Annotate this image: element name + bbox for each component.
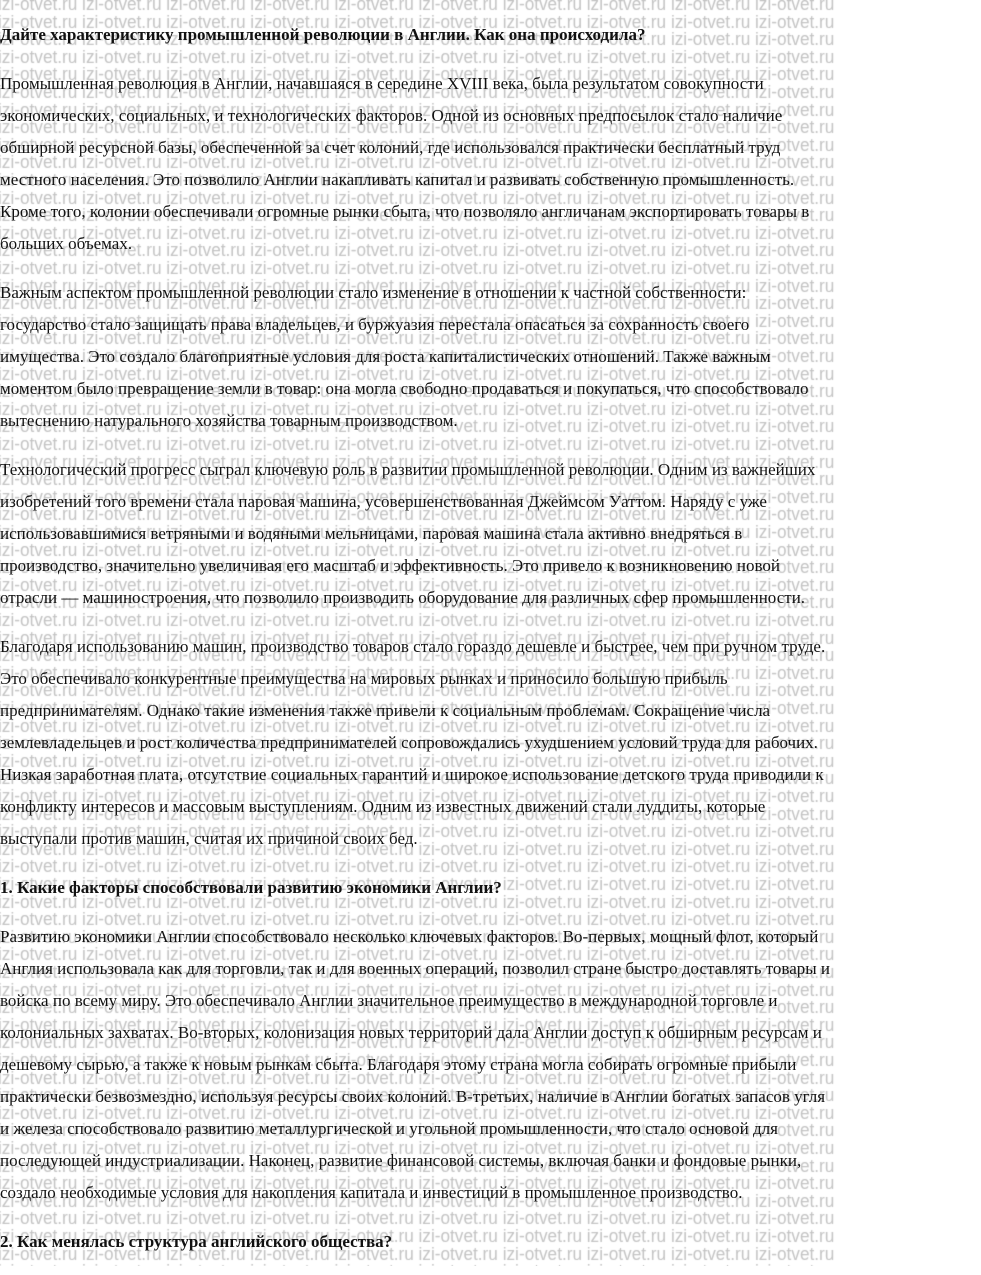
- text-line: вытеснению натурального хозяйства товарным производством.: [0, 411, 458, 430]
- text-line: обширной ресурсной базы, обеспеченной за счет колоний, где использовался практически бесплатный труд: [0, 138, 781, 157]
- paragraph: [0, 921, 981, 1209]
- text-line: экономических, социальных, и технологических факторов. Одной из основных предпосылок стало наличие: [0, 106, 783, 125]
- paragraph: [0, 68, 981, 260]
- text-line: создало необходимые условия для накопления капитала и инвестиций в промышленное производство.: [0, 1183, 743, 1202]
- text-line: Развитию экономики Англии способствовало несколько ключевых факторов. Во-первых, мощный флот, который: [0, 927, 819, 946]
- text-line: конфликту интересов и массовым выступлениям. Одним из известных движений стали луддиты, которые: [0, 797, 766, 816]
- text-line: практически безвозмездно, используя ресурсы своих колоний. В-третьих, наличие в Англии богатых запасов угля: [0, 1087, 826, 1106]
- text-line: последующей индустриализации. Наконец, развитие финансовой системы, включая банки и фондовые рынки,: [0, 1151, 802, 1170]
- text-line: Технологический прогресс сыграл ключевую роль в развитии промышленной революции. Одним из важнейших: [0, 460, 816, 479]
- text-line: производство, значительно увеличивая его масштаб и эффективность. Это привело к возникновению новой: [0, 556, 780, 575]
- text-line: и железа способствовало развитию металлургической и угольной промышленности, что стало основой для: [0, 1119, 778, 1138]
- text-line: моментом было превращение земли в товар: она могла свободно продаваться и покупаться, что способствовало: [0, 379, 809, 398]
- text-line: 1. Какие факторы способствовали развитию экономики Англии?: [0, 878, 502, 897]
- paragraph: [0, 631, 981, 855]
- text-line: Англия использовала как для торговли, так и для военных операций, позволил стране быстро доставлять товары и: [0, 959, 831, 978]
- text-line: отрасли — машиностроения, что позволило производить оборудование для различных сфер промышленности.: [0, 588, 806, 607]
- text-line: имущества. Это создало благоприятные условия для роста капиталистических отношений. Также важным: [0, 347, 771, 366]
- text-line: Это обеспечивало конкурентные преимущества на мировых рынках и приносило большую прибыль: [0, 669, 728, 688]
- text-line: Благодаря использованию машин, производство товаров стало гораздо дешевле и быстрее, чем при ручном труде.: [0, 637, 826, 656]
- paragraph: [0, 277, 981, 437]
- document-body: [0, 19, 981, 1275]
- section-heading: [0, 1226, 981, 1258]
- section-heading: [0, 872, 981, 904]
- text-line: войска по всему миру. Это обеспечивало Англии значительное преимущество в международной торговле и: [0, 991, 778, 1010]
- text-line: государство стало защищать права владельцев, и буржуазия перестала опасаться за сохранность своего: [0, 315, 750, 334]
- text-line: колониальных захватах. Во-вторых, колонизация новых территорий дала Англии доступ к обширным ресурсам и: [0, 1023, 822, 1042]
- text-line: выступали против машин, считая их причиной своих бед.: [0, 829, 418, 848]
- text-line: местного населения. Это позволило Англии накапливать капитал и развивать собственную промышленность.: [0, 170, 795, 189]
- text-line: 2. Как менялась структура английского общества?: [0, 1232, 393, 1251]
- text-line: Низкая заработная плата, отсутствие социальных гарантий и широкое использование детского труда приводили к: [0, 765, 824, 784]
- text-line: использовавшимися ветряными и водяными мельницами, паровая машина стала активно внедряться в: [0, 524, 743, 543]
- text-line: Кроме того, колонии обеспечивали огромные рынки сбыта, что позволяло англичанам экспортировать товары в: [0, 202, 810, 221]
- text-line: Дайте характеристику промышленной революции в Англии. Как она происходила?: [0, 25, 646, 44]
- text-line: землевладельцев и рост количества предпринимателей сопровождались ухудшением условий труда для рабочих.: [0, 733, 818, 752]
- text-line: Важным аспектом промышленной революции стало изменение в отношении к частной собственности:: [0, 283, 747, 302]
- section-heading: [0, 19, 981, 51]
- text-line: предпринимателям. Однако такие изменения также привели к социальным проблемам. Сокращение числа: [0, 701, 771, 720]
- paragraph: [0, 454, 981, 614]
- text-line: Промышленная революция в Англии, начавшаяся в середине XVIII века, была результатом совокупности: [0, 74, 764, 93]
- text-line: больших объемах.: [0, 234, 133, 253]
- text-line: изобретений того времени стала паровая машина, усовершенствованная Джеймсом Уаттом. Наряду с уже: [0, 492, 767, 511]
- text-line: дешевому сырью, а также к новым рынкам сбыта. Благодаря этому страна могла собирать огромные прибыли: [0, 1055, 797, 1074]
